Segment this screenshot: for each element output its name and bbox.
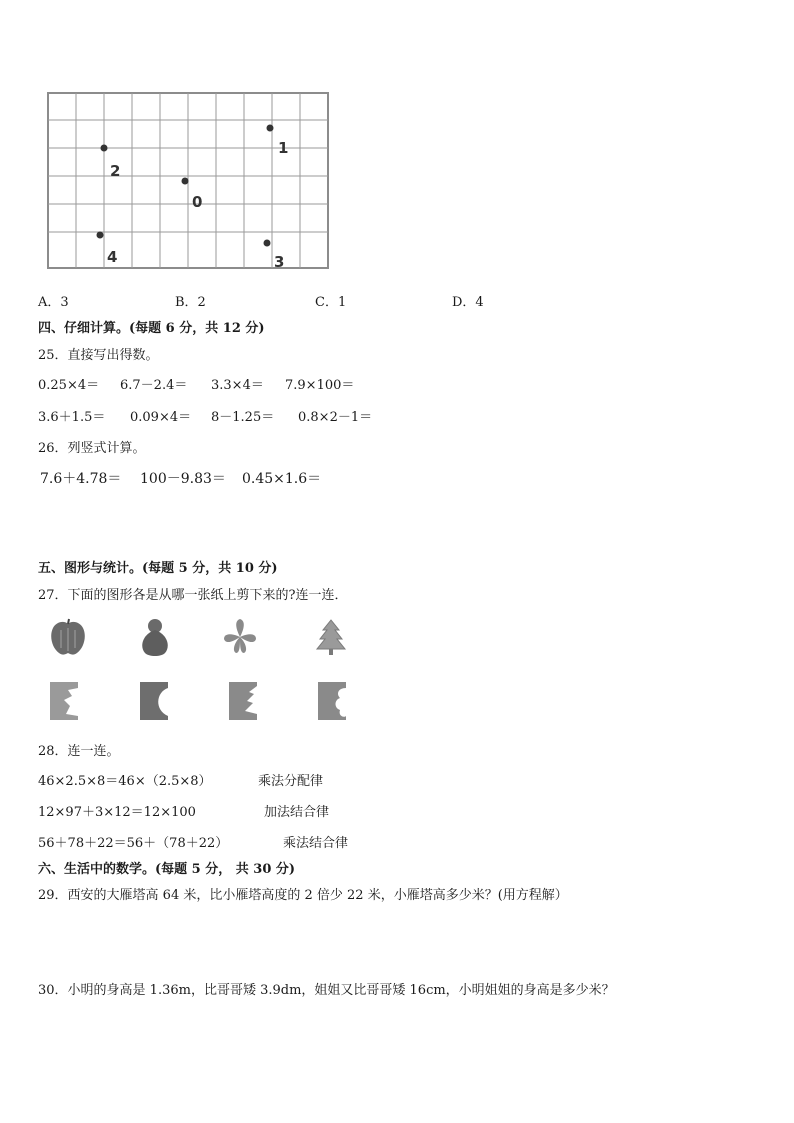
tree-shape-icon (314, 618, 348, 658)
q28-left-1: 46×2.5×8＝46×（2.5×8） (38, 774, 212, 789)
grid-point-1 (267, 125, 274, 132)
q25-r1-c3: 3.3×4＝ (211, 378, 264, 393)
grid-point-2 (101, 145, 108, 152)
gourd-shape-icon (137, 616, 173, 658)
q25-r2-c3: 8－1.25＝ (211, 410, 275, 425)
q26-item-1: 7.6＋4.78＝ (40, 471, 122, 487)
grid-label-1: 1 (278, 139, 289, 157)
grid-label-2: 2 (110, 162, 121, 180)
q28-right-3: 乘法结合律 (283, 836, 349, 851)
grid-figure (44, 90, 332, 272)
q29-text: 29．西安的大雁塔高 64 米，比小雁塔高度的 2 倍少 22 米，小雁塔高多少米？(用方程解） (38, 888, 568, 903)
q25-r1-c1: 0.25×4＝ (38, 378, 100, 393)
q26-title: 26．列竖式计算。 (38, 441, 146, 456)
paper-2-icon (138, 680, 170, 722)
section5-title: 五、图形与统计。(每题 5 分，共 10 分) (38, 561, 278, 576)
q25-r1-c4: 7.9×100＝ (285, 378, 355, 393)
q28-right-2: 加法结合律 (264, 805, 330, 820)
section4-title: 四、仔细计算。(每题 6 分，共 12 分) (38, 321, 265, 336)
option-a: A．3 (38, 295, 69, 310)
q28-title: 28．连一连。 (38, 744, 120, 759)
q25-r1-c2: 6.7－2.4＝ (120, 378, 188, 393)
grid-label-3: 3 (274, 253, 285, 271)
paper-1-icon (48, 680, 80, 722)
q25-title: 25．直接写出得数。 (38, 348, 159, 363)
flower-shape-icon (222, 617, 258, 657)
q28-left-3: 56＋78＋22＝56＋（78＋22） (38, 836, 229, 851)
q30-text: 30．小明的身高是 1.36m，比哥哥矮 3.9dm，姐姐又比哥哥矮 16cm，小明姐姐的身高是多少米？ (38, 983, 615, 998)
q26-item-2: 100－9.83＝ (140, 471, 226, 487)
grid-label-0: 0 (192, 193, 203, 211)
grid-svg (44, 90, 332, 272)
grid-label-4: 4 (107, 248, 118, 266)
grid-point-3 (264, 240, 271, 247)
grid-point-4 (97, 232, 104, 239)
option-d: D．4 (452, 295, 484, 310)
option-c: C．1 (315, 295, 347, 310)
q28-left-2: 12×97＋3×12＝12×100 (38, 805, 196, 820)
apple-shape-icon (46, 618, 90, 658)
q25-r2-c2: 0.09×4＝ (130, 410, 192, 425)
paper-3-icon (227, 680, 259, 722)
q28-right-1: 乘法分配律 (258, 774, 324, 789)
paper-4-icon (316, 680, 348, 722)
q25-r2-c4: 0.8×2－1＝ (298, 410, 373, 425)
q26-item-3: 0.45×1.6＝ (242, 471, 322, 487)
grid-point-0 (182, 178, 189, 185)
option-b: B．2 (175, 295, 206, 310)
q25-r2-c1: 3.6＋1.5＝ (38, 410, 106, 425)
q27-title: 27．下面的图形各是从哪一张纸上剪下来的?连一连． (38, 588, 348, 603)
section6-title: 六、生活中的数学。(每题 5 分， 共 30 分) (38, 862, 296, 877)
